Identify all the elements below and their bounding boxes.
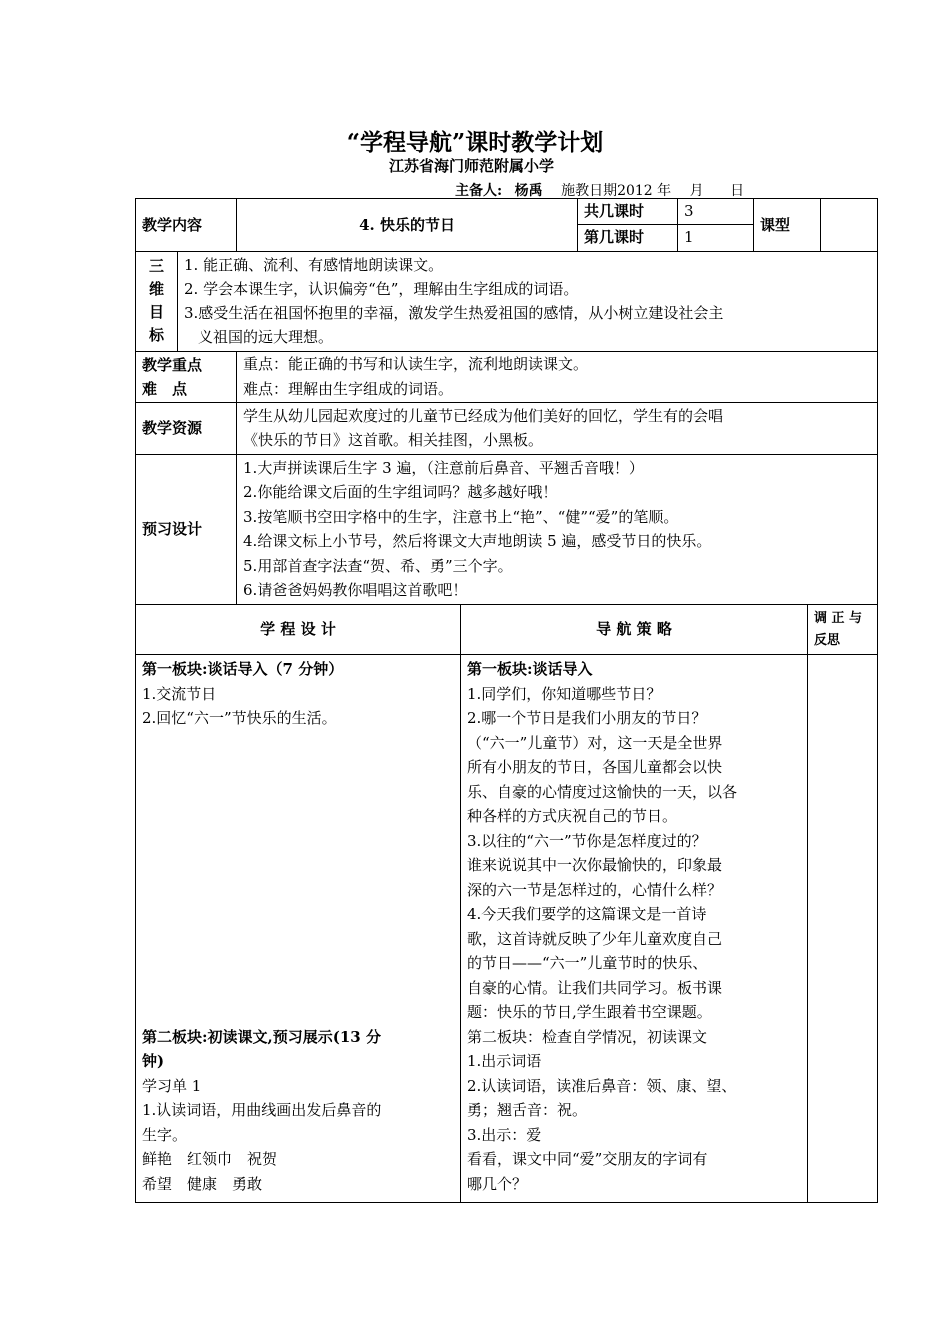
study-line: 学习单 1 xyxy=(142,1076,202,1095)
strategy-block2-title: 第二板块：检查自学情况，初读课文 xyxy=(467,1027,708,1046)
lesson-type-value xyxy=(821,199,878,252)
difficulty-point: 难点：理解由生字组成的词语。 xyxy=(243,379,454,398)
total-lessons-value: 3 xyxy=(678,199,754,225)
lesson-info-table xyxy=(135,198,878,605)
strategy-line: 1.同学们，你知道哪些节日？ xyxy=(467,684,662,703)
goals-label: 三 维 目 标 xyxy=(136,251,178,351)
resources-label: 教学资源 xyxy=(136,402,237,454)
day-label: 日 xyxy=(730,183,745,199)
preview-item: 5.用部首查字法查“贺、希、勇”三个字。 xyxy=(243,556,513,575)
strategy-line: 看看，课文中同“爱”交朋友的字词有 xyxy=(467,1150,708,1168)
preparer-label: 主备人: xyxy=(455,183,503,199)
strategy-line: 歌，这首诗就反映了少年儿童欢度自己 xyxy=(467,929,723,948)
strategy-line: 的节日——“六一”儿童节时的快乐、 xyxy=(467,954,708,972)
strategy-line: 2.认读词语，读准后鼻音：领、康、望、 xyxy=(467,1076,737,1095)
study-line: 希望 健康 勇敢 xyxy=(142,1174,263,1193)
strategy-block1-title: 第一板块:谈话导入 xyxy=(467,660,593,678)
goal-line: 3.感受生活在祖国怀抱里的幸福，激发学生热爱祖国的感情，从小树立建设社会主 xyxy=(184,304,724,322)
current-lesson-value: 1 xyxy=(678,224,754,251)
goal-line: 义祖国的远大理想。 xyxy=(198,328,334,346)
preview-item: 2.你能给课文后面的生字组词吗？越多越好哦！ xyxy=(243,483,558,501)
preview-content xyxy=(237,454,878,604)
strategy-line: 哪几个？ xyxy=(467,1174,528,1193)
reflection-header: 调 正 与 反思 xyxy=(808,605,878,655)
strategy-line: 勇；翘舌音：祝。 xyxy=(467,1101,588,1119)
strategy-line: 3.以往的“六一”节你是怎样度过的？ xyxy=(467,831,707,850)
strategy-line: 种各样的方式庆祝自己的节日。 xyxy=(467,807,678,825)
lesson-title: 4. 快乐的节日 xyxy=(237,199,578,252)
strategy-line: 题：快乐的节日,学生跟着书空课题。 xyxy=(467,1003,712,1021)
block1-title: 第一板块:谈话导入（7 分钟） xyxy=(142,660,344,678)
school-name: 江苏省海门师范附属小学 xyxy=(389,157,555,175)
reflection-content xyxy=(808,655,878,1203)
key-point: 重点：能正确的书写和认读生字，流利地朗读课文。 xyxy=(243,355,589,373)
study-design-header: 学 程 设 计 xyxy=(136,605,461,655)
current-lesson-label: 第几课时 xyxy=(578,224,678,251)
study-line: 生字。 xyxy=(142,1125,188,1144)
preview-label: 预习设计 xyxy=(136,454,237,604)
strategy-line: 4.今天我们要学的这篇课文是一首诗 xyxy=(467,905,707,923)
goal-line: 2. 学会本课生字，认识偏旁“色”，理解由生字组成的词语。 xyxy=(184,280,579,298)
focus-content xyxy=(237,351,878,402)
strategy-line: 1.出示词语 xyxy=(467,1052,542,1070)
goals-content xyxy=(178,251,878,351)
preparer-line xyxy=(455,180,750,200)
study-line: 1.交流节日 xyxy=(142,684,217,703)
preview-item: 3.按笔顺书空田字格中的生字，注意书上“艳”、“健”“爱”的笔顺。 xyxy=(243,507,679,526)
preparer-name: 杨禹 xyxy=(514,183,543,199)
strategy-line: 深的六一节是怎样过的，心情什么样？ xyxy=(467,880,723,899)
strategy-header: 导 航 策 略 xyxy=(461,605,808,655)
content-label: 教学内容 xyxy=(136,199,237,252)
lesson-type-label: 课型 xyxy=(754,199,821,252)
study-line: 2.回忆“六一”节快乐的生活。 xyxy=(142,709,337,727)
strategy-line: 所有小朋友的节日，各国儿童都会以快 xyxy=(467,758,723,776)
month-label: 月 xyxy=(689,183,704,199)
strategy-content xyxy=(461,655,808,1203)
strategy-line: 3.出示：爱 xyxy=(467,1125,542,1144)
study-line: 1.认读词语，用曲线画出发后鼻音的 xyxy=(142,1101,382,1119)
strategy-line: 自豪的心情。让我们共同学习。板书课 xyxy=(467,978,723,997)
block2-title-cont: 钟) xyxy=(142,1052,165,1070)
strategy-line: 2.哪一个节日是我们小朋友的节日？ xyxy=(467,709,707,727)
strategy-line: 谁来说说其中一次你最愉快的，印象最 xyxy=(467,856,723,874)
total-lessons-label: 共几课时 xyxy=(578,199,678,225)
preview-item: 1.大声拼读课后生字 3 遍，（注意前后鼻音、平翘舌音哦！） xyxy=(243,458,644,477)
strategy-line: 乐、自豪的心情度过这愉快的一天，以各 xyxy=(467,782,738,801)
page-title: “学程导航”课时教学计划 xyxy=(346,129,604,156)
date-label: 施教日期2012 年 xyxy=(561,183,672,199)
lesson-plan-table xyxy=(135,604,878,1203)
preview-item: 4.给课文标上小节号，然后将课文大声地朗读 5 遍，感受节日的快乐。 xyxy=(243,532,712,550)
strategy-line: （“六一”儿童节）对，这一天是全世界 xyxy=(467,733,723,752)
resources-content: 学生从幼儿园起欢度过的儿童节已经成为他们美好的回忆，学生有的会唱 《快乐的节日》这首歌。相关挂图，小黑板。 xyxy=(237,402,878,454)
block2-title: 第二板块:初读课文,预习展示(13 分 xyxy=(142,1027,381,1046)
study-design-content xyxy=(136,655,461,1203)
study-line: 鲜艳 红领巾 祝贺 xyxy=(142,1150,278,1168)
focus-label: 教学重点 难 点 xyxy=(136,351,237,402)
goal-line: 1. 能正确、流利、有感情地朗读课文。 xyxy=(184,256,444,274)
preview-item: 6.请爸爸妈妈教你唱唱这首歌吧！ xyxy=(243,581,468,599)
